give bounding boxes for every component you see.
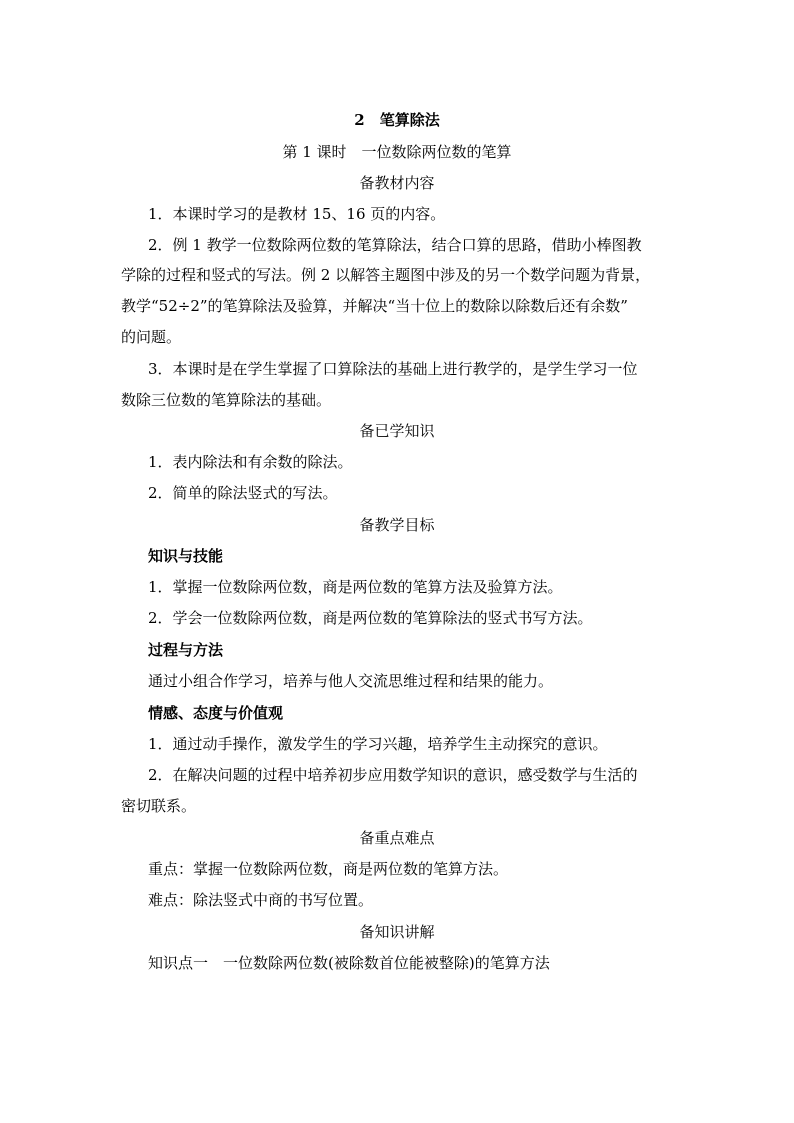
- knowledge-point-title: 知识点一 一位数除两位数(被除数首位能被整除)的笔算方法: [148, 954, 550, 972]
- paragraph-line: 2．简单的除法竖式的写法。: [148, 484, 338, 502]
- paragraph-line: 学除的过程和竖式的写法。例 2 以解答主题图中涉及的另一个数学问题为背景，: [121, 266, 651, 284]
- paragraph-line: 2．在解决问题的过程中培养初步应用数学知识的意识，感受数学与生活的: [148, 766, 638, 784]
- paragraph-line: 1．表内除法和有余数的除法。: [148, 453, 353, 471]
- subheading-knowledge-skills: 知识与技能: [148, 547, 224, 565]
- paragraph-line: 重点：掌握一位数除两位数，商是两位数的笔算方法。: [148, 860, 509, 878]
- heading-teaching-goals: 备教学目标: [359, 516, 435, 534]
- paragraph-line: 的问题。: [121, 328, 182, 346]
- heading-knowledge-explanation: 备知识讲解: [359, 923, 435, 941]
- paragraph-line: 通过小组合作学习，培养与他人交流思维过程和结果的能力。: [148, 672, 554, 690]
- section-title: 2 笔算除法: [354, 111, 440, 129]
- paragraph-line: 数除三位数的笔算除法的基础。: [121, 391, 332, 409]
- paragraph-line: 2．例 1 教学一位数除两位数的笔算除法，结合口算的思路，借助小棒图教: [148, 236, 642, 254]
- paragraph-line: 难点：除法竖式中商的书写位置。: [148, 891, 374, 909]
- heading-key-points: 备重点难点: [359, 829, 435, 847]
- heading-prior-knowledge: 备已学知识: [359, 422, 435, 440]
- paragraph-line: 3．本课时是在学生掌握了口算除法的基础上进行教学的，是学生学习一位: [148, 360, 638, 378]
- paragraph-line: 1．本课时学习的是教材 15、16 页的内容。: [148, 205, 446, 223]
- heading-textbook-content: 备教材内容: [359, 174, 435, 192]
- subheading-attitude-values: 情感、态度与价值观: [148, 704, 284, 722]
- paragraph-line: 密切联系。: [121, 797, 197, 815]
- subheading-process-method: 过程与方法: [148, 641, 224, 659]
- lesson-title: 第 1 课时 一位数除两位数的笔算: [282, 143, 512, 161]
- paragraph-line: 教学“52÷2”的笔算除法及验算，并解决“当十位上的数除以除数后还有余数”: [121, 297, 628, 315]
- paragraph-line: 1．通过动手操作，激发学生的学习兴趣，培养学生主动探究的意识。: [148, 735, 608, 753]
- paragraph-line: 2．学会一位数除两位数，商是两位数的笔算除法的竖式书写方法。: [148, 609, 593, 627]
- paragraph-line: 1．掌握一位数除两位数，商是两位数的笔算方法及验算方法。: [148, 578, 563, 596]
